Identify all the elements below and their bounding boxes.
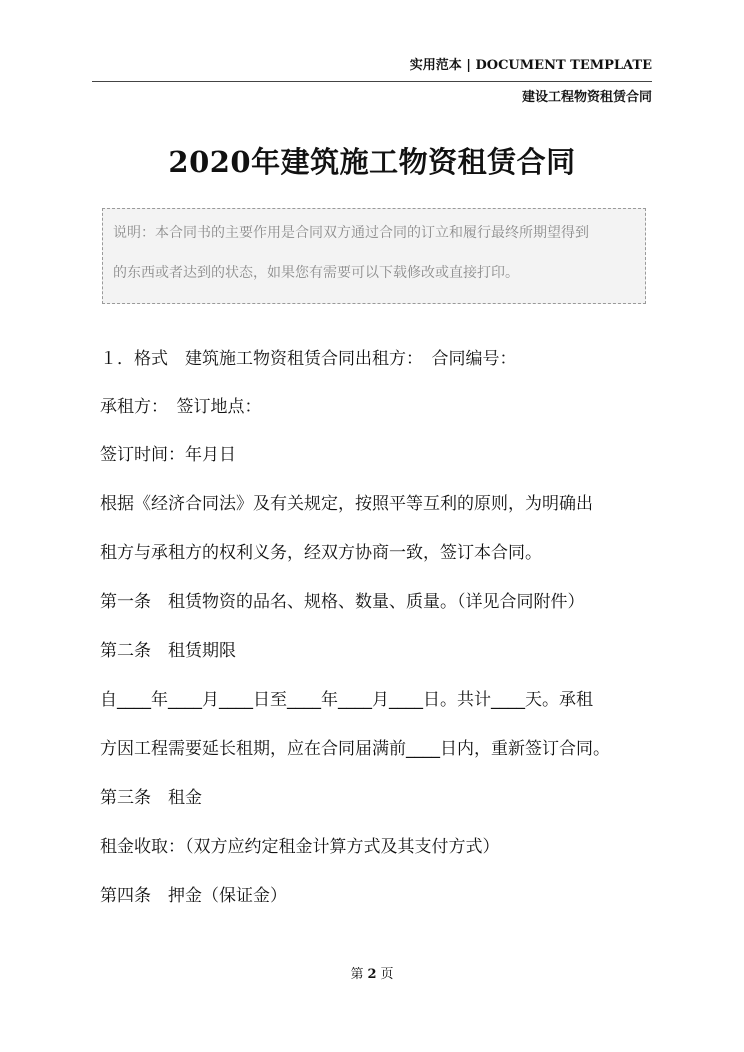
note-line-1: 说明：本合同书的主要作用是合同双方通过合同的订立和履行最终所期望得到 bbox=[113, 225, 589, 241]
body-line-lessee: 承租方： 签订地点： bbox=[100, 397, 262, 417]
page-footer bbox=[0, 963, 744, 982]
body-line-article-3: 第三条 租金 bbox=[100, 788, 202, 808]
body-line-rent-collection: 租金收取：（双方应约定租金计算方式及其支付方式） bbox=[100, 837, 500, 857]
instruction-note-box bbox=[102, 208, 646, 304]
page-number: 2 bbox=[367, 967, 377, 982]
body-line-sign-date: 签订时间：年月日 bbox=[100, 445, 236, 465]
body-line-format: １．格式 建筑施工物资租赁合同出租方： 合同编号： bbox=[100, 349, 517, 369]
body-line-term-2: 方因工程需要延长租期，应在合同届满前____日内，重新签订合同。 bbox=[100, 739, 610, 759]
header-divider bbox=[92, 81, 652, 82]
document-title: 2020年建筑施工物资租赁合同 bbox=[168, 145, 576, 179]
footer-prefix: 第 bbox=[350, 967, 364, 982]
body-line-preamble-2: 租方与承租方的权利义务，经双方协商一致，签订本合同。 bbox=[100, 543, 542, 563]
body-line-article-2: 第二条 租赁期限 bbox=[100, 641, 236, 661]
body-line-article-4: 第四条 押金（保证金） bbox=[100, 886, 287, 906]
header-document-type: 建设工程物资租赁合同 bbox=[521, 90, 652, 105]
footer-suffix: 页 bbox=[380, 967, 394, 982]
body-line-term-1: 自____年____月____日至____年____月____日。共计____天。承租 bbox=[100, 690, 593, 710]
body-line-preamble-1: 根据《经济合同法》及有关规定，按照平等互利的原则，为明确出 bbox=[100, 494, 593, 514]
header-template-label: 实用范本 | DOCUMENT TEMPLATE bbox=[409, 58, 652, 73]
body-line-article-1: 第一条 租赁物资的品名、规格、数量、质量。（详见合同附件） bbox=[100, 592, 585, 612]
note-line-2: 的东西或者达到的状态，如果您有需要可以下载修改或直接打印。 bbox=[113, 265, 519, 281]
